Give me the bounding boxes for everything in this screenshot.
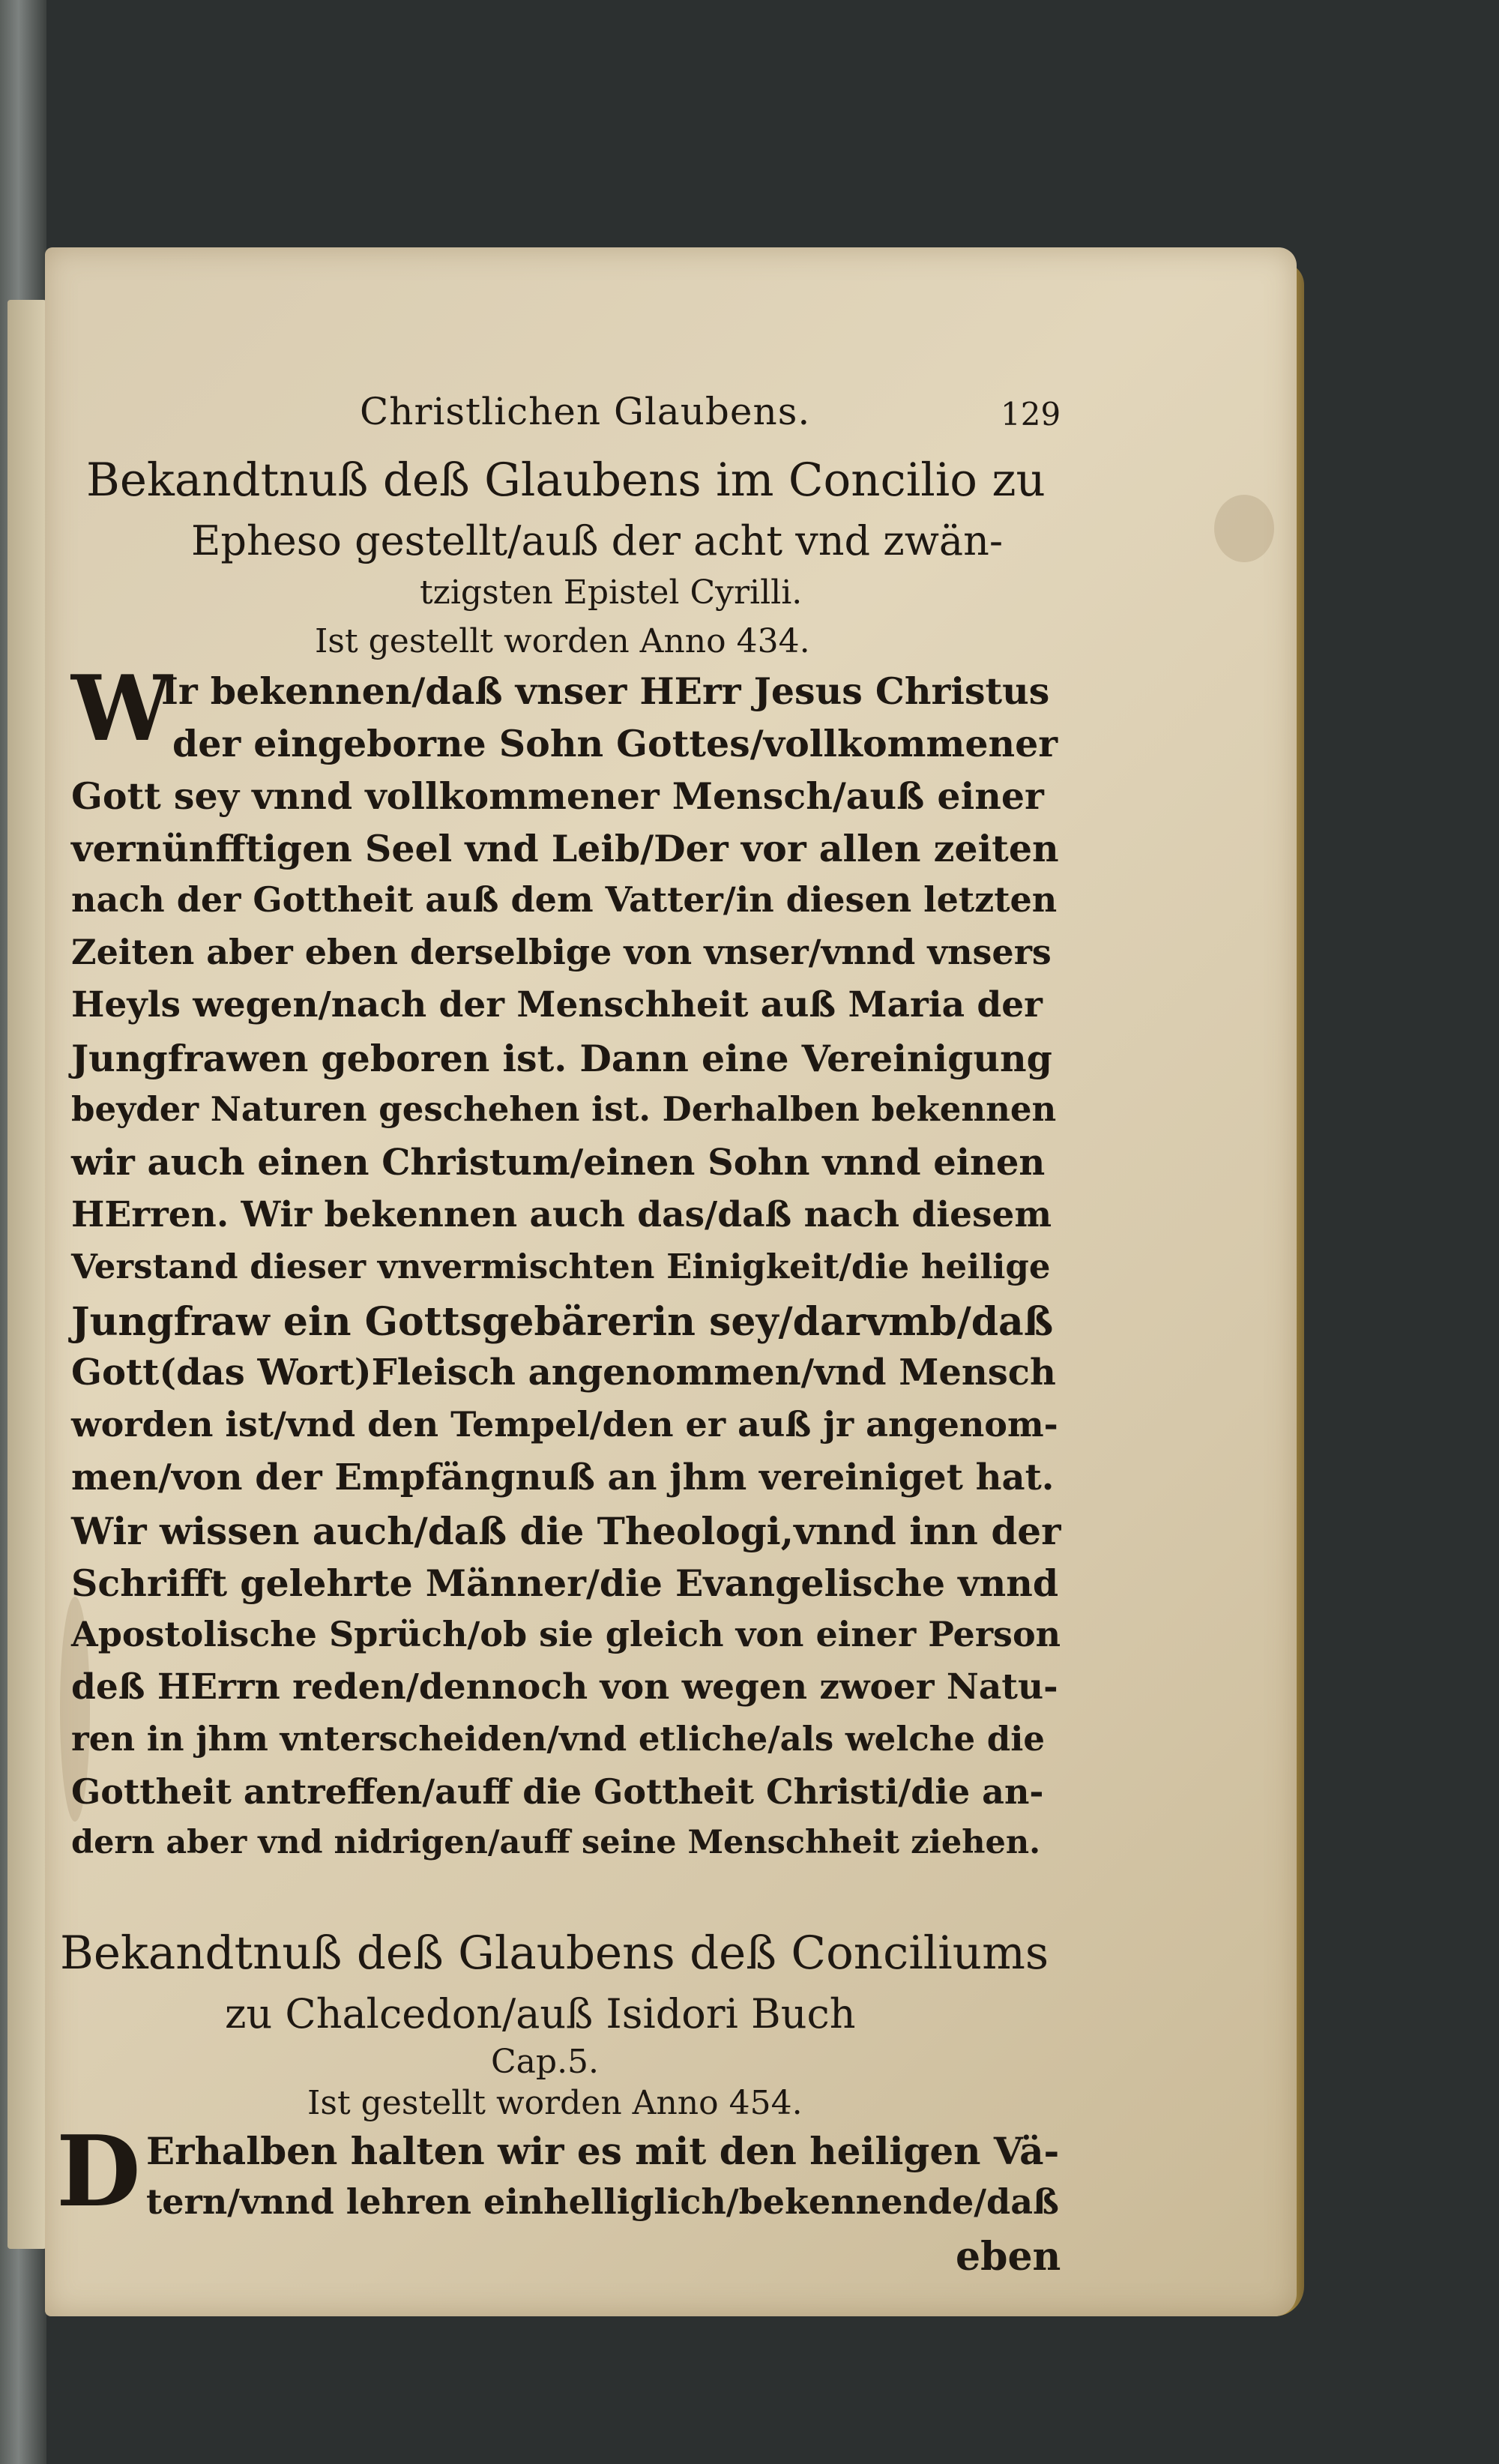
section1-drop-cap: W xyxy=(71,656,172,762)
page-stain xyxy=(1214,495,1274,562)
section1-line: Jungfraw ein Gottsgebärerin sey/darvmb/daß xyxy=(71,1299,1054,1345)
section2-line: Erhalben halten wir es mit den heiligen Vä- xyxy=(146,2129,1060,2173)
section2-line: tern/vnnd lehren einhelliglich/bekennende/daß xyxy=(146,2181,1059,2222)
section1-line: Gott(das Wort)Fleisch angenommen/vnd Mensch xyxy=(71,1352,1056,1394)
section1-line: Gott sey vnnd vollkommener Mensch/auß einer xyxy=(71,774,1044,818)
facing-page-edge xyxy=(7,300,46,2249)
section2-drop-cap: D xyxy=(56,2114,141,2229)
section1-line: Verstand dieser vnvermischten Einigkeit/die heilige xyxy=(71,1247,1051,1286)
section1-line: der eingeborne Sohn Gottes/vollkommener xyxy=(172,722,1058,765)
section1-line: Schrifft gelehrte Männer/die Evangelische vnnd xyxy=(71,1561,1059,1605)
section2-heading-line1: Bekandtnuß deß Glaubens deß Conciliums xyxy=(60,1927,1049,1980)
section1-line: Apostolische Sprüch/ob sie gleich von einer Person xyxy=(71,1614,1061,1654)
section1-line: Wir wissen auch/daß die Theologi,vnnd inn der xyxy=(71,1509,1061,1553)
section1-line: beyder Naturen geschehen ist. Derhalben bekennen xyxy=(71,1089,1057,1129)
section1-date-line: Ist gestellt worden Anno 434. xyxy=(315,622,810,660)
section1-line: wir auch einen Christum/einen Sohn vnnd einen xyxy=(71,1142,1046,1184)
page-number: 129 xyxy=(1001,396,1061,433)
section1-line: Ir bekennen/daß vnser HErr Jesus Christus xyxy=(161,669,1050,713)
section1-heading-line2: Epheso gestellt/auß der acht vnd zwän- xyxy=(191,517,1004,564)
section1-line: HErren. Wir bekennen auch das/daß nach diesem xyxy=(71,1194,1052,1235)
section2-heading-line3: Cap.5. xyxy=(491,2043,600,2081)
section1-line: deß HErrn reden/dennoch von wegen zwoer Natu- xyxy=(71,1666,1058,1708)
section1-line: vernünfftigen Seel vnd Leib/Der vor allen zeiten xyxy=(71,827,1059,870)
section1-line: ren in jhm vnterscheiden/vnd etliche/als welche die xyxy=(71,1719,1046,1759)
section1-line: nach der Gottheit auß dem Vatter/in diesen letzten xyxy=(71,879,1058,920)
running-head: Christlichen Glaubens. xyxy=(360,390,811,433)
catchword: eben xyxy=(956,2234,1061,2280)
section1-line: Zeiten aber eben derselbige von vnser/vnnd vnsers xyxy=(71,932,1052,972)
section1-line: worden ist/vnd den Tempel/den er auß jr angenom- xyxy=(71,1404,1058,1445)
section1-line: men/von der Empfängnuß an jhm vereiniget hat. xyxy=(71,1457,1055,1498)
section1-line: dern aber vnd nidrigen/auff seine Menschheit ziehen. xyxy=(71,1824,1041,1861)
section1-line: Gottheit antreffen/auff die Gottheit Christi/die an- xyxy=(71,1771,1044,1812)
section1-heading-line3: tzigsten Epistel Cyrilli. xyxy=(420,573,803,612)
section1-line: Heyls wegen/nach der Menschheit auß Maria der xyxy=(71,984,1043,1025)
section2-heading-line2: zu Chalcedon/auß Isidori Buch xyxy=(225,1990,856,2037)
section2-date-line: Ist gestellt worden Anno 454. xyxy=(307,2084,803,2122)
section1-line: Jungfrawen geboren ist. Dann eine Vereinigung xyxy=(71,1037,1052,1080)
section1-heading-line1: Bekandtnuß deß Glaubens im Concilio zu xyxy=(86,454,1046,507)
